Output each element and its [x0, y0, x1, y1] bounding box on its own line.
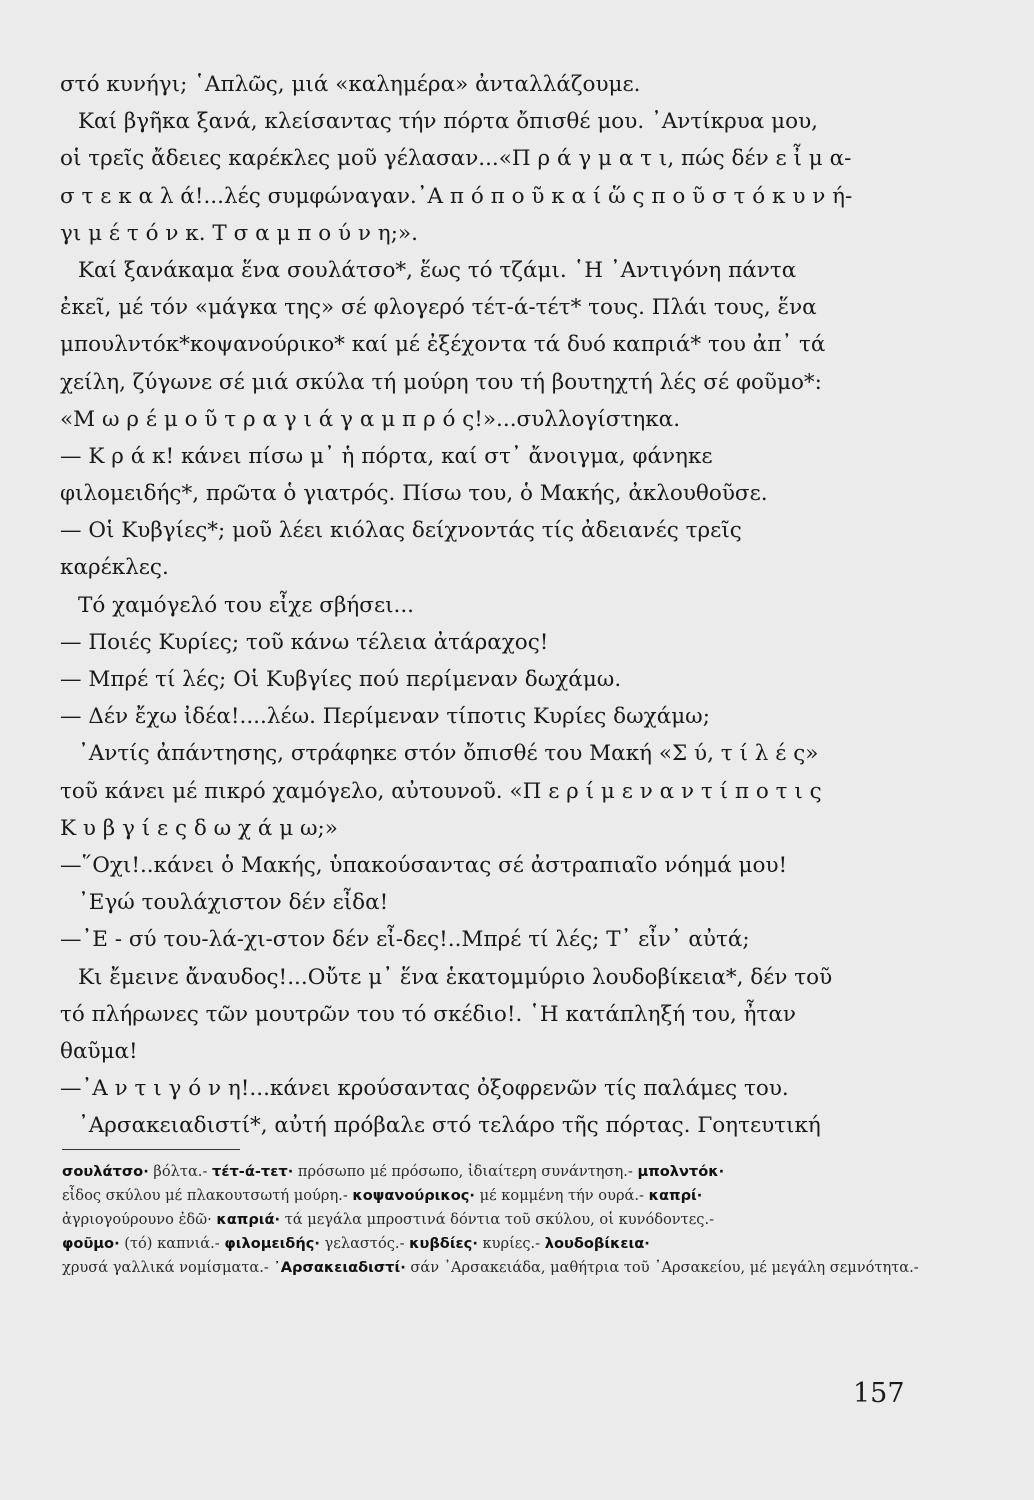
text-line: χείλη, ζύγωνε σέ μιά σκύλα τή μούρη του τή βουτηχτή λές σέ φοῦμο*:	[60, 369, 822, 395]
text-line: σ τ ε κ α λ ά!...λές συμφώναγαν.᾽Α π ό π ο ῦ κ α ί ὥ ς π ο ῦ σ τ ό κ υ ν ή-	[60, 183, 853, 209]
text-line: φιλομειδής*, πρῶτα ὁ γιατρός. Πίσω του, ὁ Μακής, ἀκλουθοῦσε.	[60, 481, 768, 507]
text-line: ᾽Αντίς ἀπάντησης, στράφηκε στόν ὄπισθέ του Μακή «Σ ύ, τ ί λ έ ς»	[78, 741, 819, 767]
footnote-term: ᾽Αρσακειαδιστί	[273, 1259, 401, 1276]
text-line: ᾽Αρσακειαδιστί*, αὐτή πρόβαλε στό τελάρο τῆς πόρτας. Γοητευτική	[78, 1113, 821, 1139]
text-line: —᾽Ε - σύ του-λά-χι-στον δέν εἶ-δες!..Μπρέ τί λές; Τ᾽ εἶν᾽ αὐτά;	[60, 927, 750, 953]
footnote-def: ἀγριογούρουνο ἐδῶ	[62, 1211, 208, 1228]
footnotes	[62, 1160, 919, 1280]
footnote-term: κοψανούρικος	[352, 1187, 470, 1204]
footnote-line: χρυσά γαλλικά νομίσματα.- ᾽Αρσακειαδιστί· σάν ᾽Αρσακειάδα, μαθήτρια τοῦ ᾽Αρσακείου, μέ μεγάλη σεμνότητα.-	[62, 1259, 919, 1276]
text-line: — Μπρέ τί λές; Οἱ Κυβγίες πού περίμεναν δωχάμω.	[60, 667, 622, 692]
footnote-def: πρόσωπο μέ πρόσωπο, ἰδιαίτερη συνάντηση.-	[297, 1163, 633, 1180]
text-line: θαῦμα!	[60, 1038, 138, 1064]
text-line: τοῦ κάνει μέ πικρό χαμόγελο, αὐτουνοῦ. «Π ε ρ ί μ ε ν α ν τ ί π ο τ ι ς	[60, 778, 822, 804]
footnote-term: τέτ-ά-τετ	[212, 1163, 288, 1180]
text-line: τό πλήρωνες τῶν μουτρῶν του τό σκέδιο!. ῾Η κατάπληξή του, ἦταν	[60, 1001, 796, 1027]
footnote-term: λουδοβίκεια	[544, 1235, 645, 1252]
text-line: στό κυνήγι; ῾Απλῶς, μιά «καλημέρα» ἀνταλλάζουμε.	[60, 72, 641, 97]
text-line: Καί ξανάκαμα ἕνα σουλάτσο*, ἕως τό τζάμι. ῾Η ᾽Αντιγόνη πάντα	[78, 257, 797, 283]
body-text	[60, 66, 900, 1144]
footnote-term: καπρί	[648, 1187, 697, 1204]
text-line: — Οἱ Κυβγίες*; μοῦ λέει κιόλας δείχνοντάς τίς ἀδειανές τρεῖς	[60, 518, 742, 544]
footnote-term: κυβδίες	[409, 1235, 473, 1252]
text-line: Κ υ β γ ί ε ς δ ω χ ά μ ω;»	[60, 815, 338, 841]
footnote-def: κυρίες.-	[482, 1235, 541, 1252]
footnote-line: φοῦμο· (τό) καπνιά.- φιλομειδής· γελαστός.- κυβδίες· κυρίες.- λουδοβίκεια·	[62, 1235, 650, 1252]
footnote-term: φιλομειδής	[224, 1235, 315, 1252]
footnote-def: (τό) καπνιά.-	[124, 1235, 220, 1252]
footnote-def: τά μεγάλα μπροστινά δόντια τοῦ σκύλου, οἱ κυνόδοντες.-	[284, 1211, 715, 1228]
text-line: — Ποιές Κυρίες; τοῦ κάνω τέλεια ἀτάραχος!	[60, 629, 549, 655]
footnote-term: καπριά	[216, 1211, 275, 1228]
text-line: Καί βγῆκα ξανά, κλείσαντας τήν πόρτα ὄπισθέ μου. ᾽Αντίκρυα μου,	[78, 109, 818, 135]
footnote-def: χρυσά γαλλικά νομίσματα.-	[62, 1259, 269, 1276]
text-line: Τό χαμόγελό του εἶχε σβήσει...	[78, 592, 415, 618]
text-line: —῞Οχι!..κάνει ὁ Μακής, ὑπακούσαντας σέ ἀστραπιαῖο νόημά μου!	[60, 852, 788, 878]
footnote-def: σάν ᾽Αρσακειάδα, μαθήτρια τοῦ ᾽Αρσακείου, μέ μεγάλη σεμνότητα.-	[410, 1259, 919, 1276]
text-line: — Δέν ἔχω ἰδέα!....λέω. Περίμεναν τίποτις Κυρίες δωχάμω;	[60, 704, 710, 730]
text-line: Κι ἔμεινε ἄναυδος!...Οὔτε μ᾽ ἕνα ἑκατομμύριο λουδοβίκεια*, δέν τοῦ	[78, 964, 833, 990]
page-number: 157	[853, 1378, 905, 1409]
footnote-term: σουλάτσο	[62, 1163, 144, 1180]
text-line: «Μ ω ρ έ μ ο ῦ τ ρ α γ ι ά γ α μ π ρ ό ς!»...συλλογίστηκα.	[60, 406, 681, 432]
footnote-term: φοῦμο	[62, 1235, 115, 1252]
text-line: μπουλντόκ*κοψανούρικο* καί μέ ἐξέχοντα τά δυό καπριά* του ἀπ᾽ τά	[60, 332, 826, 358]
footnote-def: βόλτα.-	[153, 1163, 208, 1180]
footnote-term: μπολντόκ	[637, 1163, 719, 1180]
text-line: — Κ ρ ά κ! κάνει πίσω μ᾽ ἡ πόρτα, καί στ᾽ ἄνοιγμα, φάνηκε	[60, 443, 713, 469]
footnote-line: ἀγριογούρουνο ἐδῶ· καπριά· τά μεγάλα μπροστινά δόντια τοῦ σκύλου, οἱ κυνόδοντες.-	[62, 1211, 715, 1228]
text-line: γι μ έ τ ό ν κ. Τ σ α μ π ο ύ ν η;».	[60, 220, 418, 246]
footnote-def: μέ κομμένη τήν ουρά.-	[479, 1187, 644, 1204]
footnote-divider	[62, 1149, 240, 1150]
footnote-line: σουλάτσο· βόλτα.- τέτ-ά-τετ· πρόσωπο μέ πρόσωπο, ἰδιαίτερη συνάντηση.- μπολντόκ·	[62, 1163, 725, 1180]
text-line: οἱ τρεῖς ἄδειες καρέκλες μοῦ γέλασαν...«Π ρ ά γ μ α τ ι, πώς δέν ε ἶ μ α-	[60, 146, 852, 172]
footnote-def: γελαστός.-	[324, 1235, 405, 1252]
text-line: καρέκλες.	[60, 555, 169, 581]
footnote-line: εἶδος σκύλου μέ πλακουτσωτή μούρη.- κοψανούρικος· μέ κομμένη τήν ουρά.- καπρί·	[62, 1187, 703, 1204]
text-line: ἐκεῖ, μέ τόν «μάγκα της» σέ φλογερό τέτ-ά-τέτ* τους. Πλάι τους, ἕνα	[60, 295, 817, 321]
text-line: ᾽Εγώ τουλάχιστον δέν εἶδα!	[78, 890, 389, 916]
text-line: —᾽Α ν τ ι γ ό ν η!...κάνει κρούσαντας ὀξοφρενῶν τίς παλάμες του.	[60, 1076, 789, 1102]
footnote-def: εἶδος σκύλου μέ πλακουτσωτή μούρη.-	[62, 1187, 348, 1204]
